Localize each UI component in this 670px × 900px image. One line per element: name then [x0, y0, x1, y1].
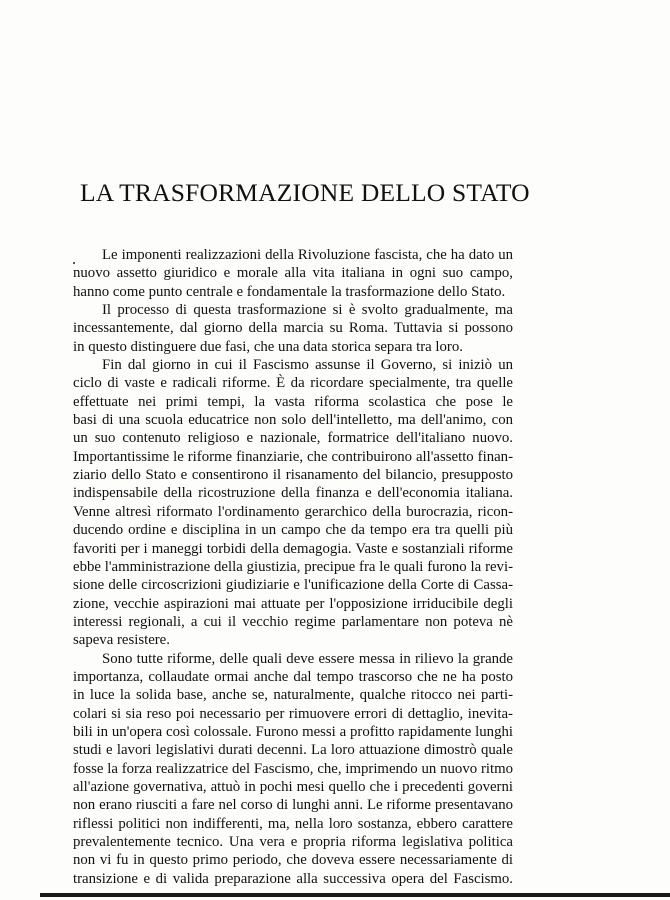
text-line: Il processo di questa trasformazione si è svolto gradualmente, ma [102, 302, 513, 319]
text-line: in luce la solida base, anche se, naturalmente, qualche ritocco nei parti- [73, 687, 513, 704]
text-line: Venne altresì riformato l'ordinamento gerarchico della burocrazia, ricon- [73, 503, 513, 520]
text-line: bili in un'opera così colossale. Furono messi a profitto rapidamente lunghi [73, 723, 513, 740]
bottom-edge-shadow [40, 893, 670, 897]
text-line: ciclo di vaste e radicali riforme. È da ricordare specialmente, tra quelle [73, 375, 513, 392]
text-line: prevalentemente tecnico. Una vera e propria riforma legislativa politica [73, 834, 513, 850]
text-line: importanza, collaudate ormai anche dal tempo trascorso che ne ha posto [73, 668, 513, 685]
body-text [73, 246, 513, 888]
text-line: incessantemente, dal giorno della marcia su Roma. Tuttavia si possono [73, 320, 513, 337]
text-line: interessi regionali, a cui il vecchio regime parlamentare non poteva nè [73, 613, 513, 630]
text-line: ebbe l'amministrazione della giustizia, precipue fra le quali furono la revi- [73, 558, 513, 575]
text-line: riflessi politici non indifferenti, ma, nella loro sostanza, ebbero carattere [73, 815, 513, 832]
text-line: fosse la forza realizzatrice del Fascismo, che, imprimendo un nuovo ritmo [73, 760, 513, 777]
text-line: non erano riusciti a fare nel corso di lunghi anni. Le riforme presentavano [73, 797, 513, 814]
text-line: non vi fu in questo primo periodo, che doveva essere necessariamente di [73, 852, 513, 869]
text-line: Fin dal giorno in cui il Fascismo assunse il Governo, si iniziò un [102, 357, 513, 374]
text-line: sapeva resistere. [73, 632, 170, 649]
text-line: effettuate nei primi tempi, la vasta riforma scolastica che pose le [73, 393, 513, 410]
text-line: hanno come punto centrale e fondamentale la trasformazione dello Stato. [73, 283, 506, 300]
text-line: zione, vecchie aspirazioni mai attuate per l'opposizione irriducibile degli [73, 595, 513, 612]
text-line: un suo contenuto religioso e nazionale, formatrice dell'italiano nuovo. [73, 430, 513, 447]
text-line: basi di una scuola educatrice non solo dell'intelletto, ma dell'animo, con [73, 412, 513, 429]
text-line: all'azione governativa, attuò in pochi mesi quello che i precedenti governi [73, 778, 513, 795]
text-line: favoriti per i maneggi torbidi della demagogia. Vaste e sostanziali riforme [73, 540, 513, 557]
text-line: in questo distinguere due fasi, che una data storica separa tra loro. [73, 338, 463, 355]
text-line: Sono tutte riforme, delle quali deve essere messa in rilievo la grande [102, 650, 513, 667]
text-line: transizione e di valida preparazione alla successiva opera del Fascismo. [73, 870, 513, 887]
text-line: studi e lavori legislativi durati decenni. La loro attuazione dimostrò quale [73, 742, 513, 759]
text-line: ducendo ordine e disciplina in un campo che da tempo era tra quelli più [73, 522, 513, 539]
text-line: Importantissime le riforme finanziarie, che contribuirono all'assetto finan- [73, 448, 513, 465]
page-title: LA TRASFORMAZIONE DELLO STATO [80, 178, 530, 207]
text-line: ziario dello Stato e consentirono il risanamento del bilancio, presupposto [73, 467, 513, 484]
text-line: sione delle circoscrizioni giudiziarie e l'unificazione della Corte di Cassa- [73, 577, 513, 594]
text-line: indispensabile della ricostruzione della finanza e dell'economia italiana. [73, 485, 513, 502]
text-line: colari si sia reso poi necessario per rimuovere errori di dettaglio, inevita- [73, 705, 513, 722]
text-line: Le imponenti realizzazioni della Rivoluzione fascista, che ha dato un [102, 247, 513, 263]
text-line: nuovo assetto giuridico e morale alla vita italiana in ogni suo campo, [73, 265, 513, 282]
